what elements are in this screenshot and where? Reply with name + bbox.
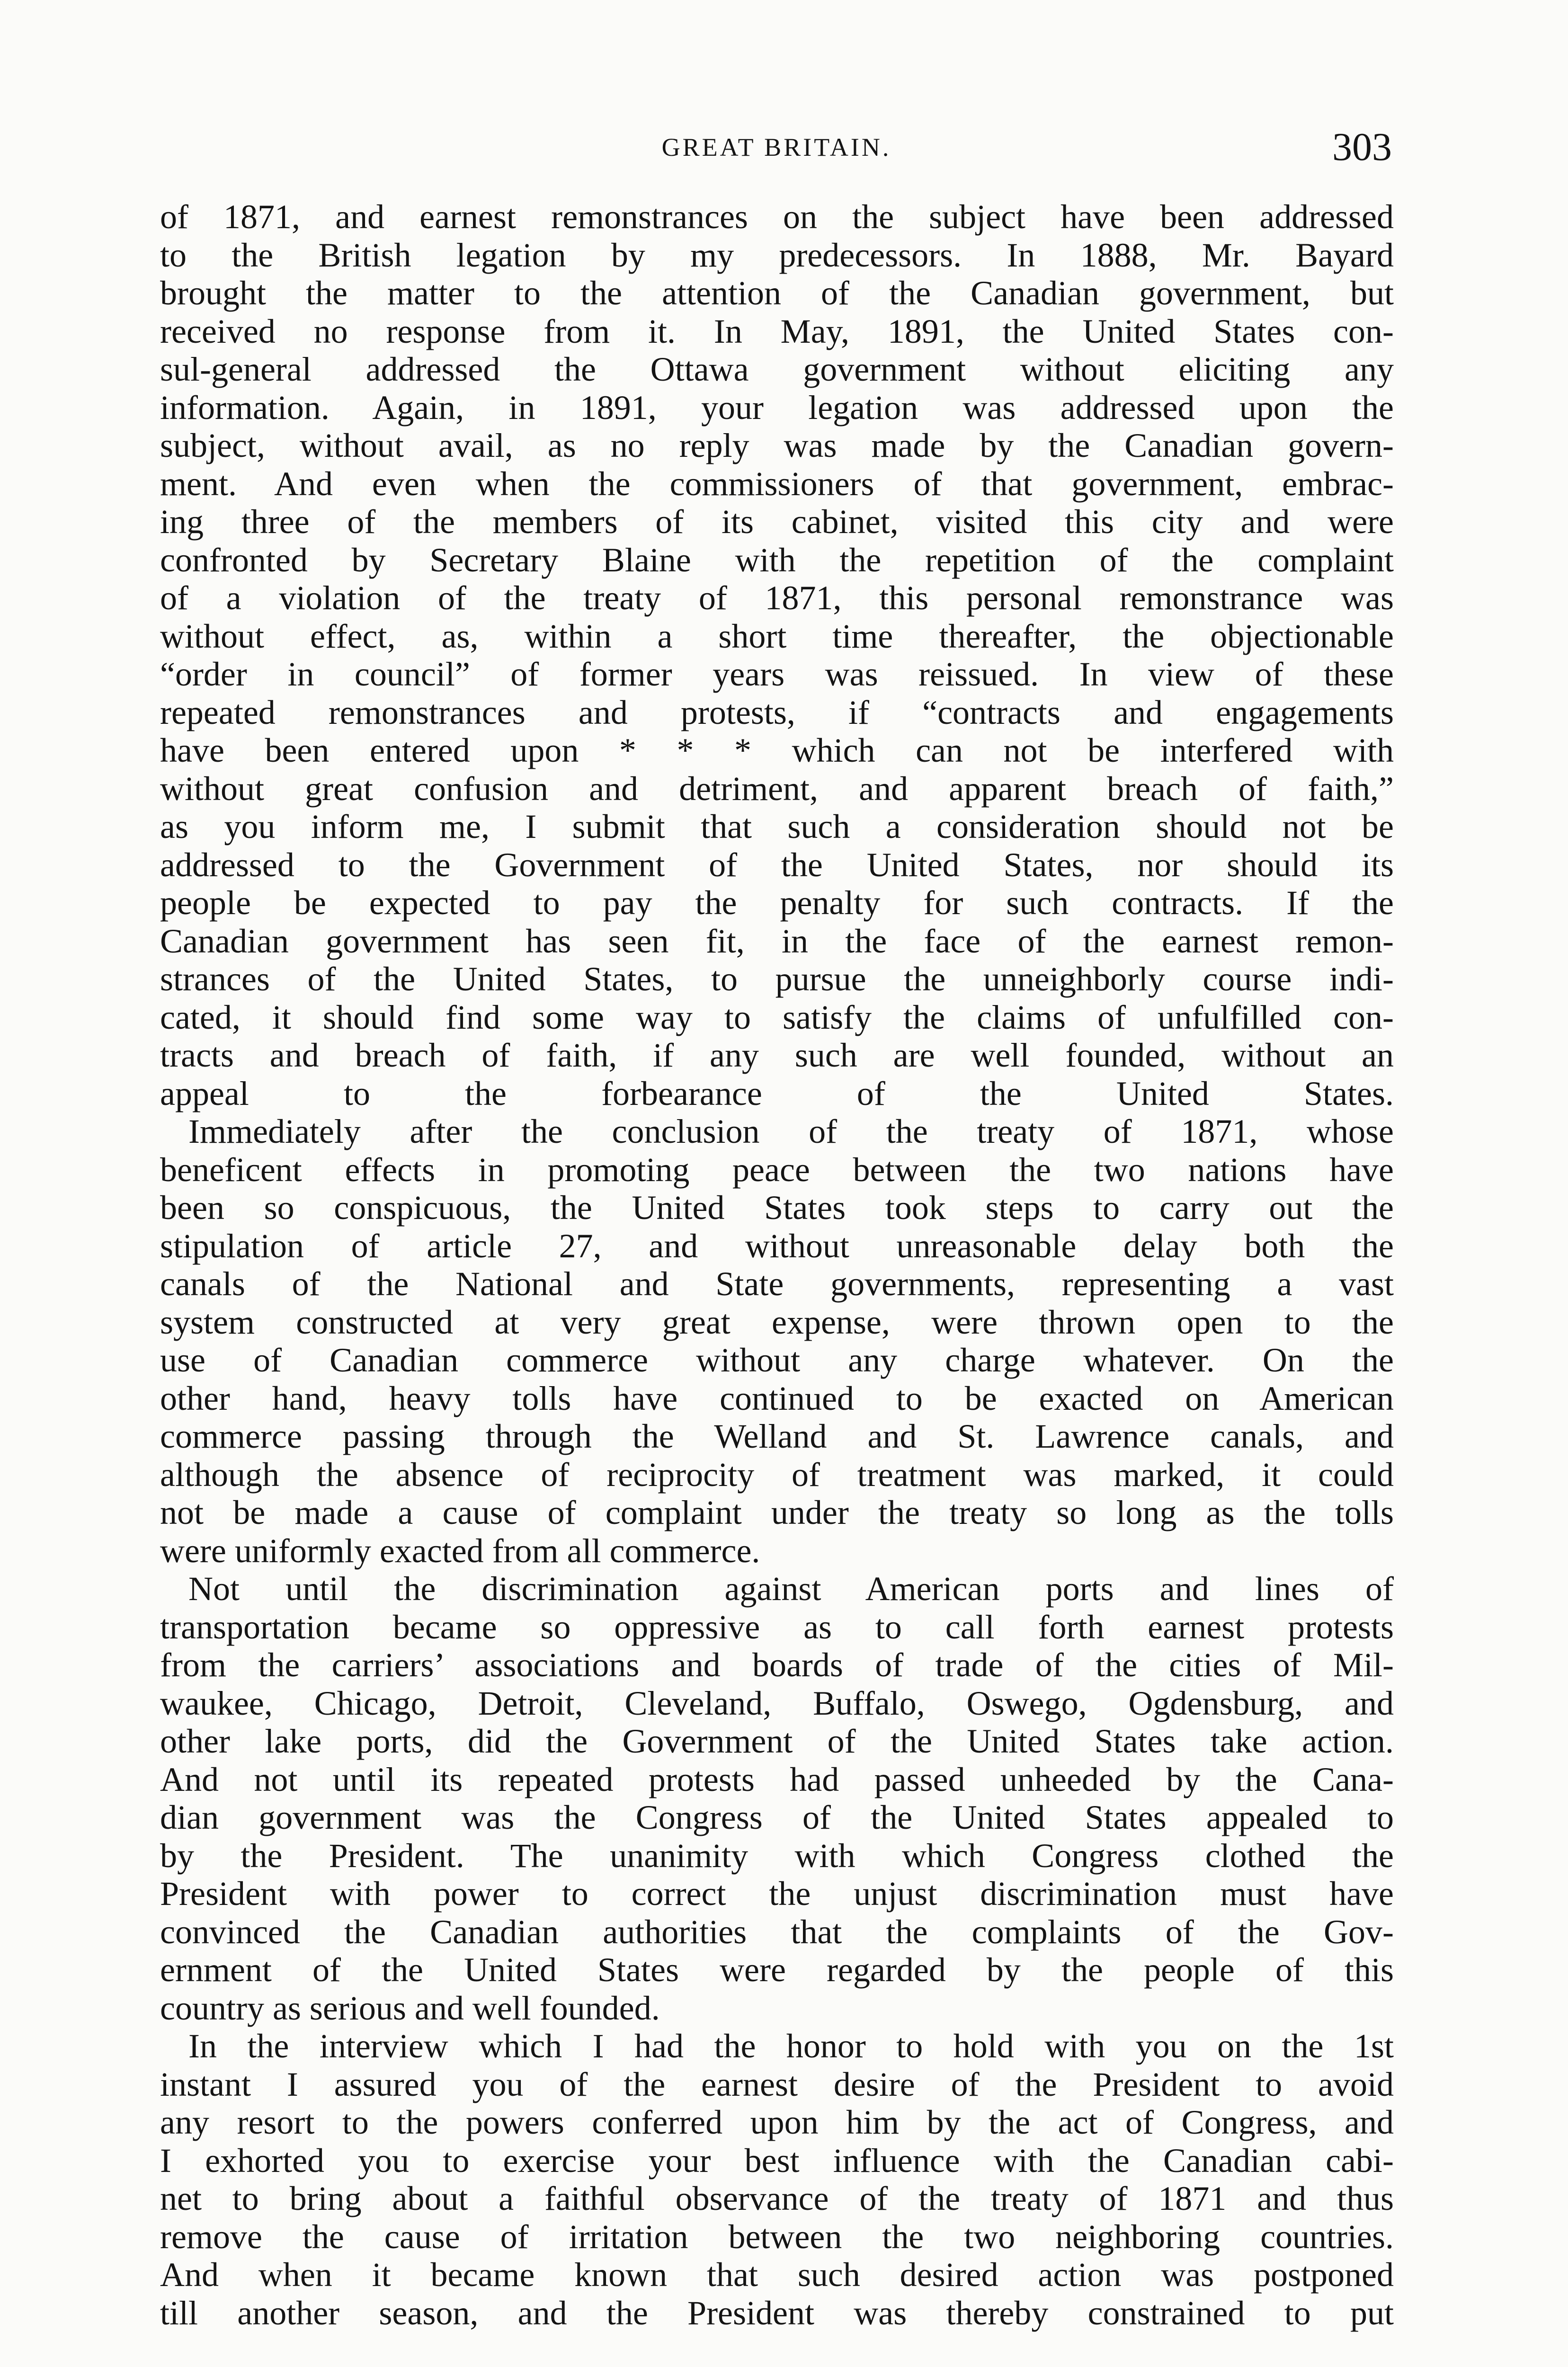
text-line: stipulation of article 27, and without unreasonable delay both the [160, 1227, 1394, 1265]
text-line: system constructed at very great expense, were thrown open to the [160, 1303, 1394, 1341]
text-line: by the President. The unanimity with which Congress clothed the [160, 1836, 1394, 1875]
text-line: tracts and breach of faith, if any such are well founded, without an [160, 1036, 1394, 1074]
text-line: people be expected to pay the penalty for such contracts. If the [160, 884, 1394, 922]
text-line: ing three of the members of its cabinet, visited this city and were [160, 503, 1394, 541]
text-line: of 1871, and earnest remonstrances on the subject have been addressed [160, 198, 1394, 236]
running-title: GREAT BRITAIN. [661, 133, 891, 161]
text-line: net to bring about a faithful observance of the treaty of 1871 and thus [160, 2180, 1394, 2217]
page-number: 303 [1332, 125, 1392, 169]
text-line: appeal to the forbearance of the United States. [160, 1074, 1394, 1112]
text-line: transportation became so oppressive as to call forth earnest protests [160, 1608, 1394, 1646]
text-line: till another season, and the President was thereby constrained to put [160, 2294, 1394, 2332]
text-line: I exhorted you to exercise your best influence with the Canadian cabi- [160, 2141, 1394, 2180]
text-line: subject, without avail, as no reply was made by the Canadian govern- [160, 427, 1394, 464]
text-line: received no response from it. In May, 1891, the United States con- [160, 312, 1394, 350]
text-line: use of Canadian commerce without any charge whatever. On the [160, 1341, 1394, 1379]
text-line: sul-general addressed the Ottawa government without eliciting any [160, 350, 1394, 388]
text-line: Canadian government has seen fit, in the face of the earnest remon- [160, 922, 1394, 960]
text-line: information. Again, in 1891, your legation was addressed upon the [160, 388, 1394, 427]
text-line: dian government was the Congress of the United States appealed to [160, 1798, 1394, 1836]
text-line: Not until the discrimination against American ports and lines of [188, 1570, 1394, 1608]
text-line: as you inform me, I submit that such a consideration should not be [160, 808, 1394, 845]
text-line: commerce passing through the Welland and St. Lawrence canals, and [160, 1417, 1394, 1455]
text-line: not be made a cause of complaint under the treaty so long as the tolls [160, 1494, 1394, 1531]
text-line: President with power to correct the unjust discrimination must have [160, 1875, 1394, 1913]
text-line: canals of the National and State governments, representing a vast [160, 1265, 1394, 1303]
text-line: beneficent effects in promoting peace between the two nations have [160, 1150, 1394, 1189]
body-text [160, 198, 1394, 2367]
text-line: were uniformly exacted from all commerce. [160, 1531, 760, 1570]
text-line: to the British legation by my predecessors. In 1888, Mr. Bayard [160, 236, 1394, 274]
text-line: other lake ports, did the Government of the United States take action. [160, 1722, 1394, 1760]
paragraph [160, 2027, 1394, 2332]
running-head [161, 124, 1392, 176]
text-line: without effect, as, within a short time thereafter, the objectionable [160, 617, 1394, 655]
text-line: have been entered upon * * * which can not be interfered with [160, 731, 1394, 769]
text-line: country as serious and well founded. [160, 1989, 660, 2027]
text-line: repeated remonstrances and protests, if “contracts and engagements [160, 693, 1394, 731]
text-line: of a violation of the treaty of 1871, this personal remonstrance was [160, 579, 1394, 617]
text-line: other hand, heavy tolls have continued to be exacted on American [160, 1379, 1394, 1417]
text-line: Immediately after the conclusion of the treaty of 1871, whose [188, 1112, 1394, 1150]
text-line: without great confusion and detriment, and apparent breach of faith,” [160, 769, 1394, 808]
paragraph [160, 1570, 1394, 2027]
text-line: addressed to the Government of the United States, nor should its [160, 845, 1394, 884]
paragraph [160, 1112, 1394, 1570]
text-line: although the absence of reciprocity of treatment was marked, it could [160, 1455, 1394, 1494]
text-line: from the carriers’ associations and boards of trade of the cities of Mil- [160, 1646, 1394, 1684]
text-line: In the interview which I had the honor to hold with you on the 1st [188, 2027, 1394, 2065]
text-line: ment. And even when the commissioners of that government, embrac- [160, 464, 1394, 503]
text-line: instant I assured you of the earnest desire of the President to avoid [160, 2065, 1394, 2103]
text-line: convinced the Canadian authorities that the complaints of the Gov- [160, 1913, 1394, 1951]
text-line: brought the matter to the attention of the Canadian government, but [160, 274, 1394, 312]
text-line: “order in council” of former years was reissued. In view of these [160, 655, 1394, 693]
text-line: strances of the United States, to pursue the unneighborly course indi- [160, 960, 1394, 998]
text-line: cated, it should find some way to satisfy the claims of unfulfilled con- [160, 998, 1394, 1036]
text-line: And not until its repeated protests had passed unheeded by the Cana- [160, 1760, 1394, 1798]
text-line: any resort to the powers conferred upon him by the act of Congress, and [160, 2103, 1394, 2141]
text-line: And when it became known that such desired action was postponed [160, 2256, 1394, 2294]
text-line: ernment of the United States were regarded by the people of this [160, 1951, 1394, 1989]
text-line: remove the cause of irritation between the two neighboring countries. [160, 2217, 1394, 2256]
text-line: been so conspicuous, the United States took steps to carry out the [160, 1189, 1394, 1227]
text-line: waukee, Chicago, Detroit, Cleveland, Buffalo, Oswego, Ogdensburg, and [160, 1684, 1394, 1722]
paragraph [160, 198, 1394, 1112]
text-line: confronted by Secretary Blaine with the repetition of the complaint [160, 541, 1394, 579]
